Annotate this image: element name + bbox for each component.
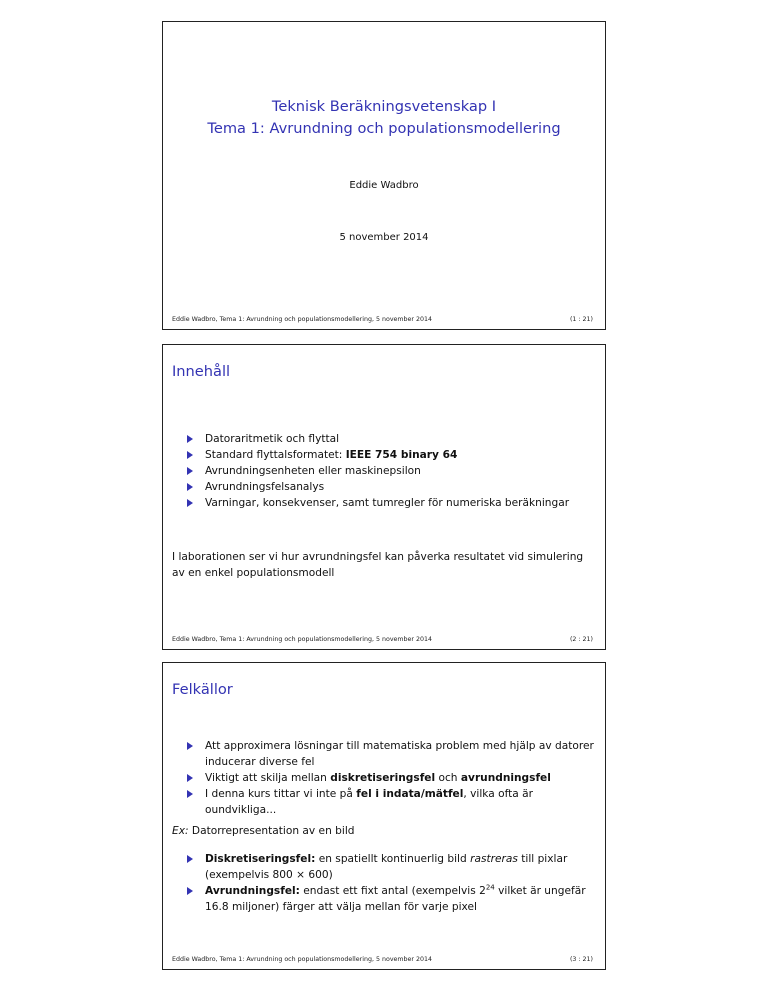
triangle-bullet-icon bbox=[187, 483, 193, 491]
slide-1 bbox=[162, 21, 606, 330]
triangle-bullet-icon bbox=[187, 467, 193, 475]
frame-title: Innehåll bbox=[172, 363, 231, 380]
slide-footer bbox=[172, 636, 593, 643]
example-list bbox=[187, 851, 597, 915]
paragraph: I laborationen ser vi hur avrundningsfel kan påverka resultatet vid simulering av en enkel populationsmodell bbox=[172, 551, 584, 579]
triangle-bullet-icon bbox=[187, 855, 193, 863]
title-line-2: Tema 1: Avrundning och populationsmodellering bbox=[207, 120, 561, 137]
list-item: Diskretiseringsfel: en spatiellt kontinuerlig bild rastreras till pixlar (exempelvis 800 × 600) bbox=[187, 851, 597, 883]
list-item: Viktigt att skilja mellan diskretiseringsfel och avrundningsfel bbox=[187, 770, 597, 786]
triangle-bullet-icon bbox=[187, 887, 193, 895]
slide-2 bbox=[162, 344, 606, 650]
list-item: Datoraritmetik och flyttal bbox=[187, 431, 597, 447]
triangle-bullet-icon bbox=[187, 451, 193, 459]
list-item: Att approximera lösningar till matematiska problem med hjälp av datorer inducerar diverse fel bbox=[187, 738, 597, 770]
footer-text: Eddie Wadbro, Tema 1: Avrundning och populationsmodellering, 5 november 2014 bbox=[172, 956, 433, 963]
list-item: Avrundningsfel: endast ett fixt antal (exempelvis $2^{24}$ vilket är ungefär 16.8 miljoner) färger att välja mellan för varje pixel bbox=[187, 883, 597, 915]
presentation-title bbox=[163, 96, 605, 140]
content-list bbox=[187, 431, 597, 511]
triangle-bullet-icon bbox=[187, 742, 193, 750]
date: 5 november 2014 bbox=[339, 232, 429, 243]
list-item: Avrundningsfelsanalys bbox=[187, 479, 597, 495]
title-line-1: Teknisk Beräkningsvetenskap I bbox=[271, 98, 497, 115]
footer-text: Eddie Wadbro, Tema 1: Avrundning och populationsmodellering, 5 november 2014 bbox=[172, 316, 433, 323]
page-number: (1 : 21) bbox=[569, 316, 593, 323]
slide-3 bbox=[162, 662, 606, 970]
slide-footer bbox=[172, 316, 593, 323]
content-list bbox=[187, 738, 597, 818]
page-number: (3 : 21) bbox=[569, 956, 593, 963]
slide-footer bbox=[172, 956, 593, 963]
author: Eddie Wadbro bbox=[349, 180, 419, 191]
footer-text: Eddie Wadbro, Tema 1: Avrundning och populationsmodellering, 5 november 2014 bbox=[172, 636, 433, 643]
list-item: Standard flyttalsformatet: IEEE 754 binary 64 bbox=[187, 447, 597, 463]
example-line: Ex: Datorrepresentation av en bild bbox=[172, 825, 355, 837]
page-number: (2 : 21) bbox=[569, 636, 593, 643]
triangle-bullet-icon bbox=[187, 790, 193, 798]
list-item: I denna kurs tittar vi inte på fel i indata/mätfel, vilka ofta är oundvikliga... bbox=[187, 786, 597, 818]
triangle-bullet-icon bbox=[187, 435, 193, 443]
frame-title: Felkällor bbox=[172, 681, 233, 698]
list-item: Varningar, konsekvenser, samt tumregler för numeriska beräkningar bbox=[187, 495, 597, 511]
list-item: Avrundningsenheten eller maskinepsilon bbox=[187, 463, 597, 479]
triangle-bullet-icon bbox=[187, 499, 193, 507]
triangle-bullet-icon bbox=[187, 774, 193, 782]
